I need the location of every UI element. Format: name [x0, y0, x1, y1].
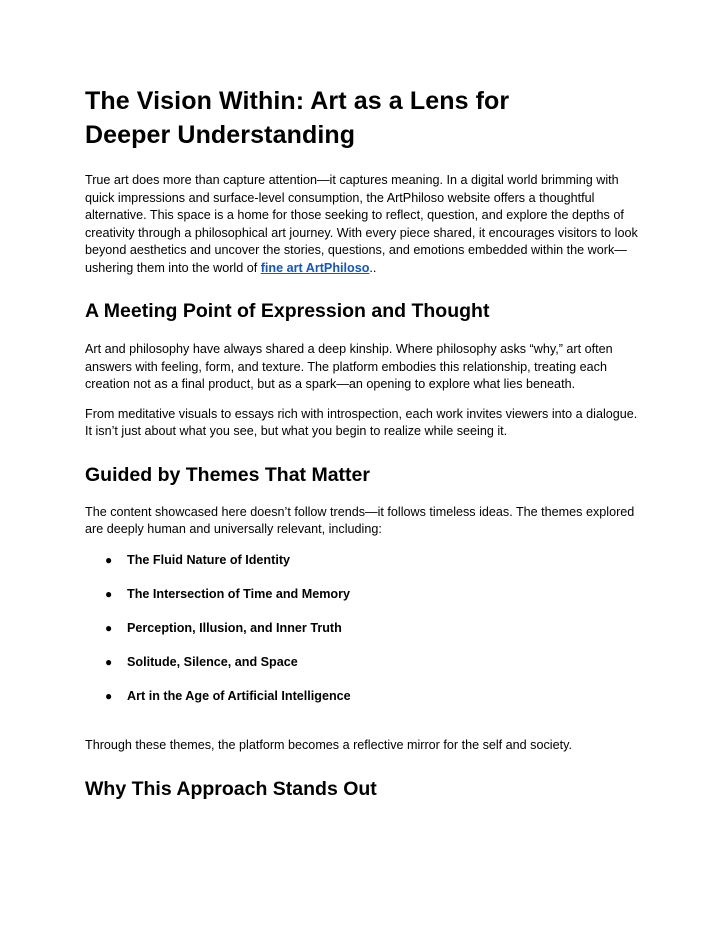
theme-label: Perception, Illusion, and Inner Truth: [127, 620, 342, 635]
bullet-icon: ●: [105, 586, 113, 601]
list-item: [85, 552, 645, 569]
section-heading-guided-by-themes: Guided by Themes That Matter: [85, 463, 370, 486]
bullet-icon: ●: [105, 654, 113, 669]
section2-paragraph-1: The content showcased here doesn’t follow trends—it follows timeless ideas. The themes explored are deeply human and universally relevant, including:: [85, 504, 635, 536]
theme-label: The Intersection of Time and Memory: [127, 586, 350, 601]
section2-paragraph-2: Through these themes, the platform becomes a reflective mirror for the self and society.: [85, 737, 572, 752]
themes-list: [85, 552, 645, 705]
theme-label: The Fluid Nature of Identity: [127, 552, 291, 567]
document-page: [85, 84, 645, 802]
section1-paragraph-2: From meditative visuals to essays rich with introspection, each work invites viewers into a dialogue. It isn’t just about what you see, but what you begin to realize while seeing it.: [85, 406, 638, 438]
section1-paragraph-1: Art and philosophy have always shared a deep kinship. Where philosophy asks “why,” art often answers with feeling, form, and texture. The platform embodies this relationship, treating each creation not as a final product, but as a spark—an opening to explore what lies beneath.: [85, 342, 613, 391]
intro-trailing-text: ..: [369, 260, 377, 275]
bullet-icon: ●: [105, 552, 113, 567]
list-item: [85, 688, 645, 705]
theme-label: Solitude, Silence, and Space: [127, 654, 298, 669]
bullet-icon: ●: [105, 688, 113, 703]
list-item: [85, 620, 645, 637]
intro-paragraph: [85, 172, 645, 277]
list-item: [85, 654, 645, 671]
bullet-icon: ●: [105, 620, 113, 635]
intro-text: True art does more than capture attention—it captures meaning. In a digital world brimming with quick impressions and surface-level consumption, the ArtPhiloso website offers a thoughtful alternative. This space is a home for those seeking to reflect, question, and explore the depths of creativity through a philosophical art journey. With every piece shared, it encourages visitors to look beyond aesthetics and uncover the stories, questions, and emotions embedded within the work—ushering them into the world of: [85, 173, 638, 275]
fine-art-artphiloso-link[interactable]: fine art ArtPhiloso: [260, 260, 370, 275]
section-heading-meeting-point: A Meeting Point of Expression and Thought: [85, 300, 490, 322]
theme-label: Art in the Age of Artificial Intelligence: [127, 688, 351, 703]
section-heading-why-this-approach: Why This Approach Stands Out: [85, 778, 377, 800]
page-title: The Vision Within: Art as a Lens for Deeper Understanding: [85, 87, 510, 149]
list-item: [85, 586, 645, 603]
